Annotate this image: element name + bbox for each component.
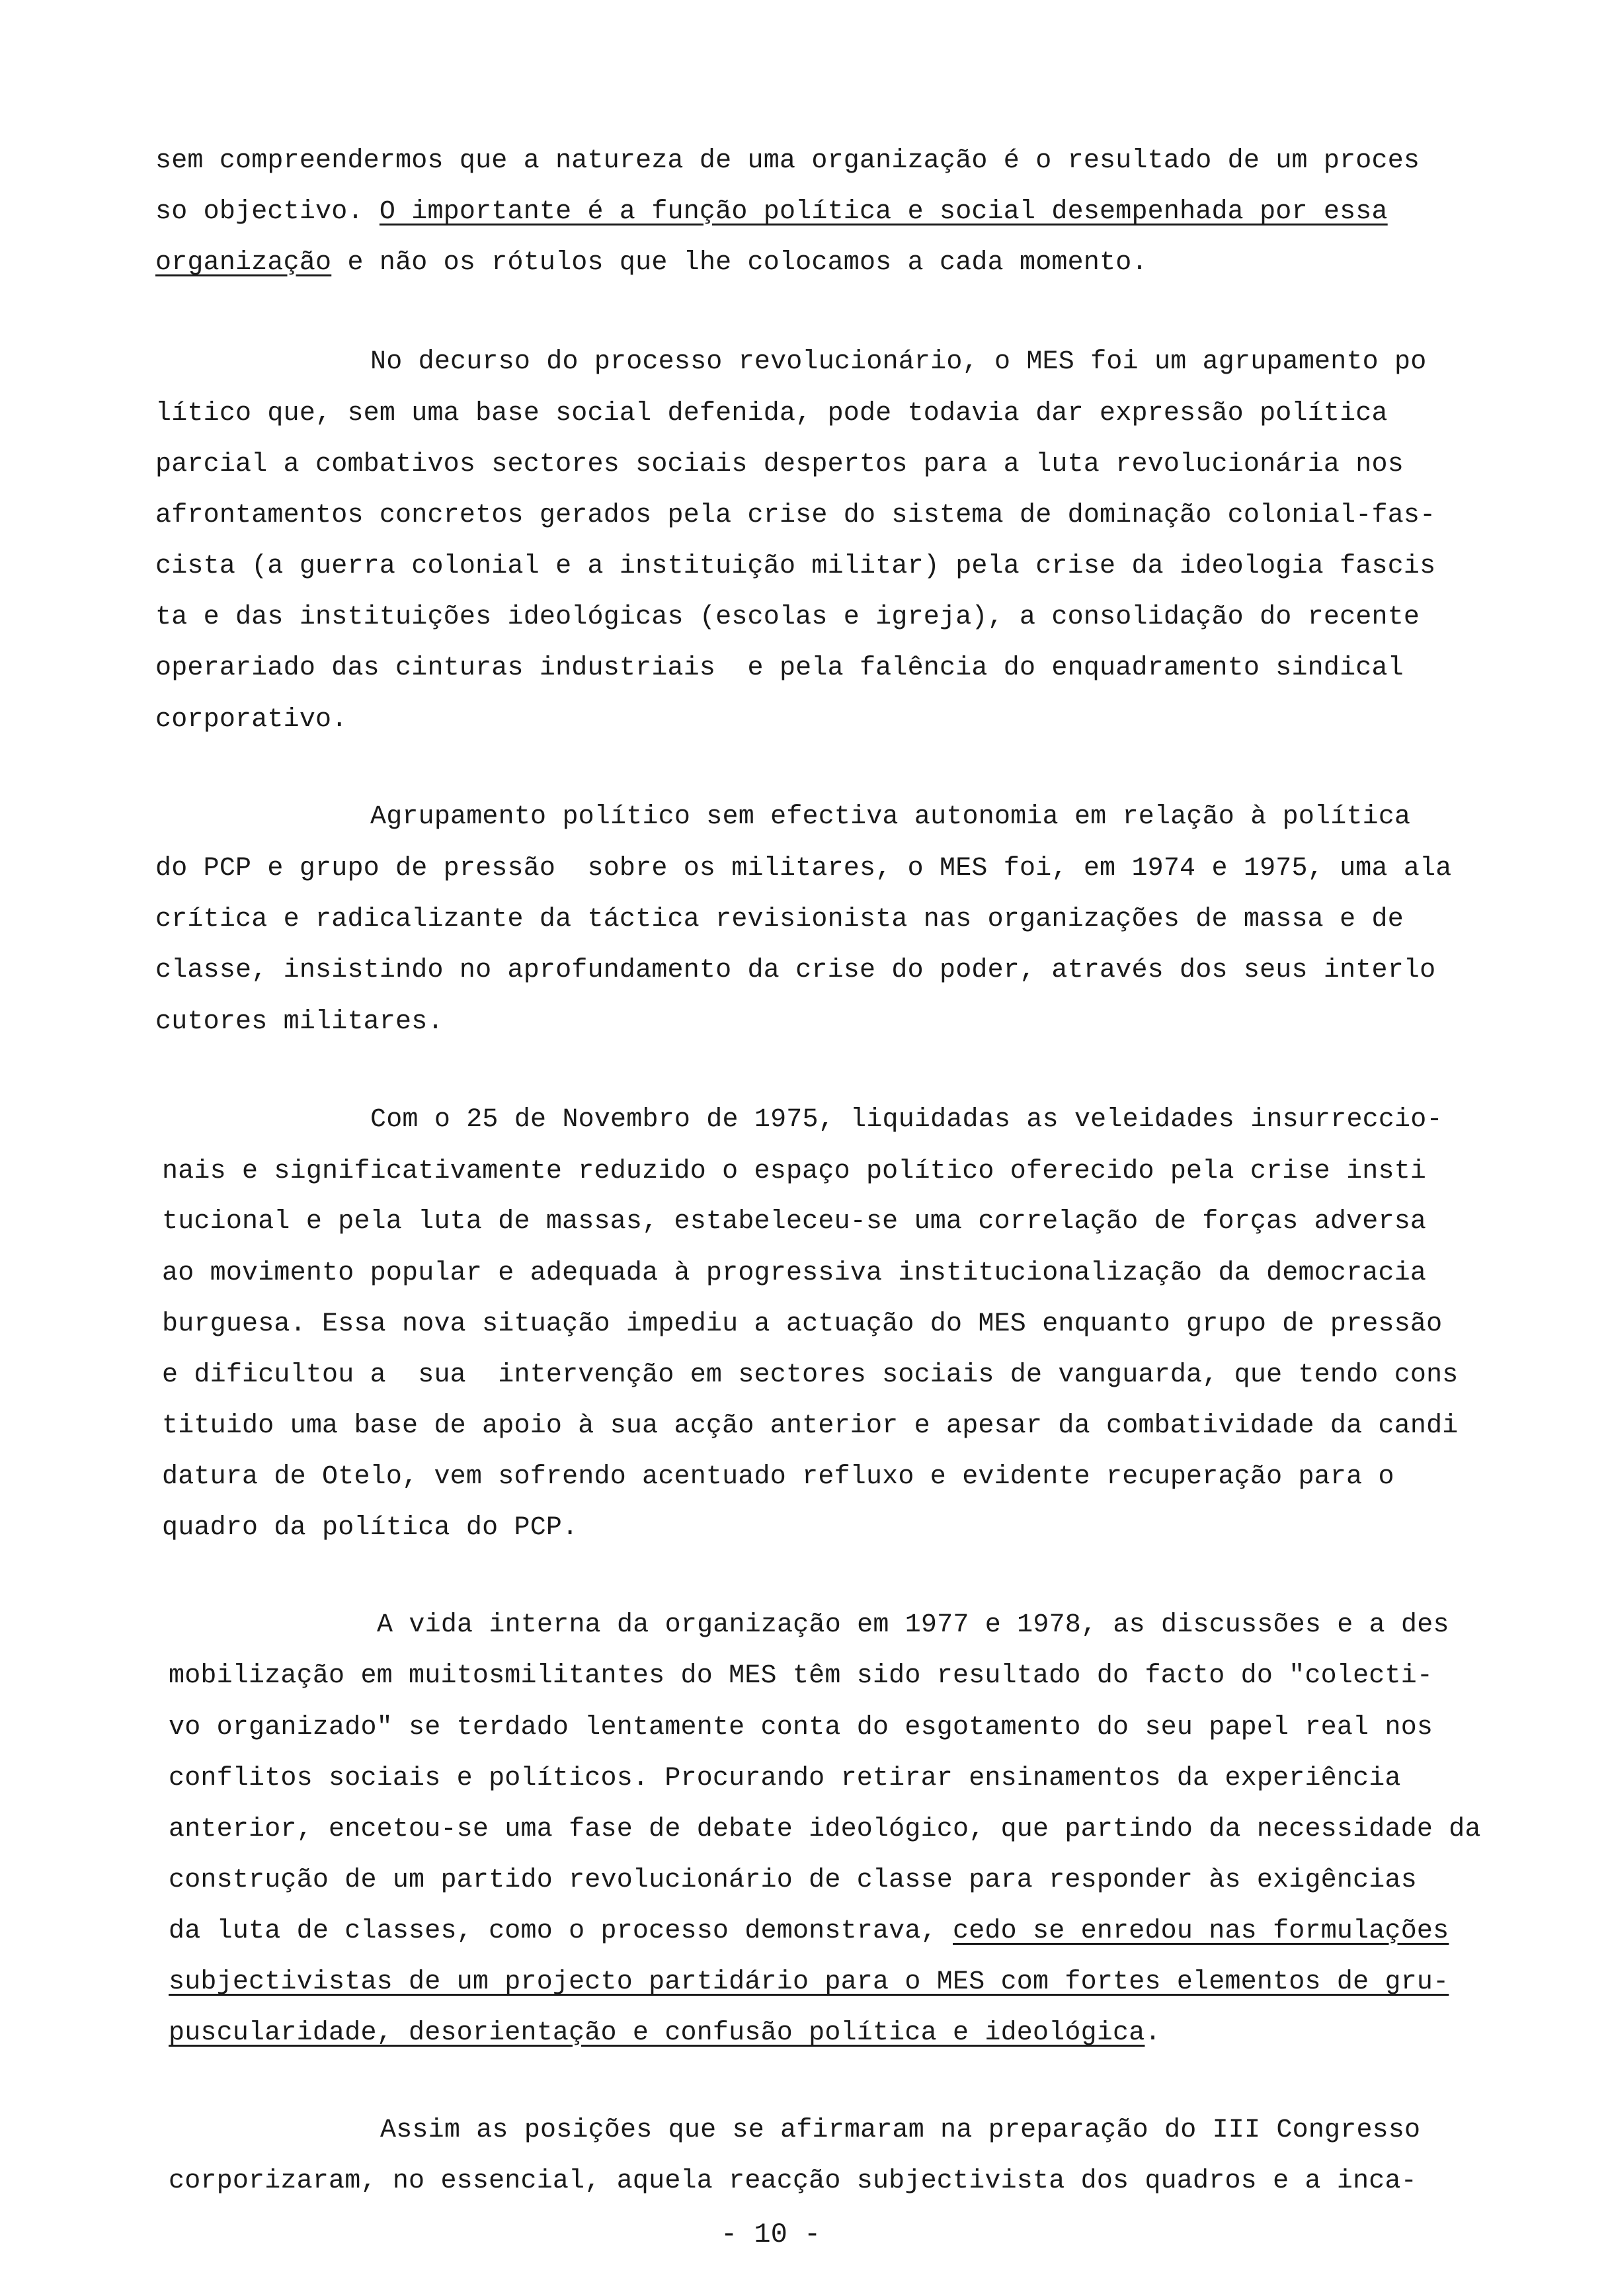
line-text: tituido uma base de apoio à sua acção anterior e apesar da combatividade da candi <box>162 1411 1459 1441</box>
line-text: sem compreendermos que a natureza de uma organização é o resultado de um proces <box>155 146 1420 176</box>
text-line <box>162 1511 578 1545</box>
text-line <box>155 852 1452 886</box>
line-text: e não os rótulos que lhe colocamos a cada momento. <box>331 248 1148 278</box>
text-line <box>169 1965 1449 2000</box>
underlined-text: O importante é a função política e social desempenhada por essa <box>379 197 1388 227</box>
text-line <box>169 1914 1449 1949</box>
text-line <box>370 345 1426 380</box>
line-text: No decurso do processo revolucionário, o MES foi um agrupamento po <box>370 347 1427 377</box>
line-text: A vida interna da organização em 1977 e 1978, as discussões e a des <box>377 1610 1449 1640</box>
line-text: conflitos sociais e políticos. Procurando retirar ensinamentos da experiência <box>169 1764 1401 1793</box>
line-text: construção de um partido revolucionário de classe para responder às exigências <box>169 1866 1417 1895</box>
text-line <box>155 499 1435 533</box>
line-text: corporativo. <box>155 705 348 735</box>
text-line <box>377 1608 1449 1643</box>
text-line <box>155 550 1435 584</box>
text-line <box>155 903 1404 937</box>
text-line <box>162 1256 1426 1291</box>
underlined-text: puscularidade, desorientação e confusão política e ideológica <box>169 2018 1145 2048</box>
text-line <box>169 2164 1417 2199</box>
line-text: Assim as posições que se afirmaram na preparação do III Congresso <box>380 2115 1421 2145</box>
line-text: lítico que, sem uma base social defenida, pode todavia dar expressão política <box>155 399 1388 429</box>
line-text: so objectivo. <box>155 197 380 227</box>
line-text: classe, insistindo no aprofundamento da crise do poder, através dos seus interlo <box>155 956 1436 985</box>
line-text: ao movimento popular e adequada à progressiva institucionalização da democracia <box>162 1258 1427 1288</box>
text-line <box>155 954 1435 988</box>
page-number: - 10 - <box>721 2219 821 2250</box>
text-line <box>169 2016 1161 2051</box>
line-text: da luta de classes, como o processo demonstrava, <box>169 1916 953 1946</box>
text-line <box>155 195 1388 229</box>
line-text: operariado das cinturas industriais e pela falência do enquadramento sindical <box>155 653 1404 683</box>
text-line <box>155 651 1404 686</box>
line-text: corporizaram, no essencial, aquela reacção subjectivista dos quadros e a inca- <box>169 2166 1417 2196</box>
text-line <box>162 1307 1442 1342</box>
text-line <box>155 246 1148 280</box>
underlined-text: cedo se enredou nas formulações <box>953 1916 1449 1946</box>
line-text: datura de Otelo, vem sofrendo acentuado refluxo e evidente recuperação para o <box>162 1462 1394 1492</box>
line-text: e dificultou a sua intervenção em sectores sociais de vanguarda, que tendo cons <box>162 1360 1459 1390</box>
line-text: crítica e radicalizante da táctica revisionista nas organizações de massa e de <box>155 905 1404 934</box>
line-text: quadro da política do PCP. <box>162 1513 579 1543</box>
line-text: cutores militares. <box>155 1007 444 1037</box>
text-line <box>155 1005 444 1040</box>
line-text: burguesa. Essa nova situação impediu a actuação do MES enquanto grupo de pressão <box>162 1309 1443 1339</box>
text-line <box>169 1659 1433 1694</box>
line-text: parcial a combativos sectores sociais despertos para a luta revolucionária nos <box>155 450 1404 479</box>
line-text: tucional e pela luta de massas, estabeleceu-se uma correlação de forças adversa <box>162 1207 1427 1237</box>
text-line <box>380 2113 1420 2148</box>
line-text: afrontamentos concretos gerados pela crise do sistema de dominação colonial-fas- <box>155 501 1436 530</box>
text-line <box>162 1358 1459 1393</box>
underlined-text: subjectivistas de um projecto partidário para o MES com fortes elementos de gru- <box>169 1967 1449 1997</box>
line-text: nais e significativamente reduzido o espaço político oferecido pela crise insti <box>162 1157 1427 1186</box>
text-line <box>162 1409 1459 1444</box>
text-line <box>155 144 1420 179</box>
line-text: ta e das instituições ideológicas (escolas e igreja), a consolidação do recente <box>155 602 1420 632</box>
text-line <box>370 800 1410 835</box>
line-text: vo organizado" se terdado lentamente conta do esgotamento do seu papel real nos <box>169 1713 1433 1742</box>
line-text: Com o 25 de Novembro de 1975, liquidadas as veleidades insurreccio- <box>370 1105 1443 1135</box>
line-text: mobilização em muitosmilitantes do MES têm sido resultado do facto do "colecti- <box>169 1661 1433 1691</box>
text-line <box>162 1155 1426 1189</box>
text-line <box>162 1205 1426 1239</box>
text-line <box>155 448 1404 482</box>
text-line <box>370 1103 1443 1137</box>
text-line <box>169 1762 1401 1796</box>
text-line <box>169 1813 1481 1847</box>
text-line <box>162 1460 1394 1495</box>
text-line <box>155 600 1420 635</box>
line-text: anterior, encetou-se uma fase de debate ideológico, que partindo da necessidade da <box>169 1815 1481 1844</box>
text-line <box>155 397 1388 431</box>
underlined-text: organização <box>155 248 332 278</box>
text-line <box>169 1864 1417 1898</box>
line-text: cista (a guerra colonial e a instituição militar) pela crise da ideologia fascis <box>155 552 1436 581</box>
text-line <box>155 703 347 737</box>
line-text: . <box>1145 2018 1161 2048</box>
text-line <box>169 1711 1433 1745</box>
line-text: do PCP e grupo de pressão sobre os militares, o MES foi, em 1974 e 1975, uma ala <box>155 854 1452 883</box>
line-text: Agrupamento político sem efectiva autonomia em relação à política <box>370 802 1411 832</box>
